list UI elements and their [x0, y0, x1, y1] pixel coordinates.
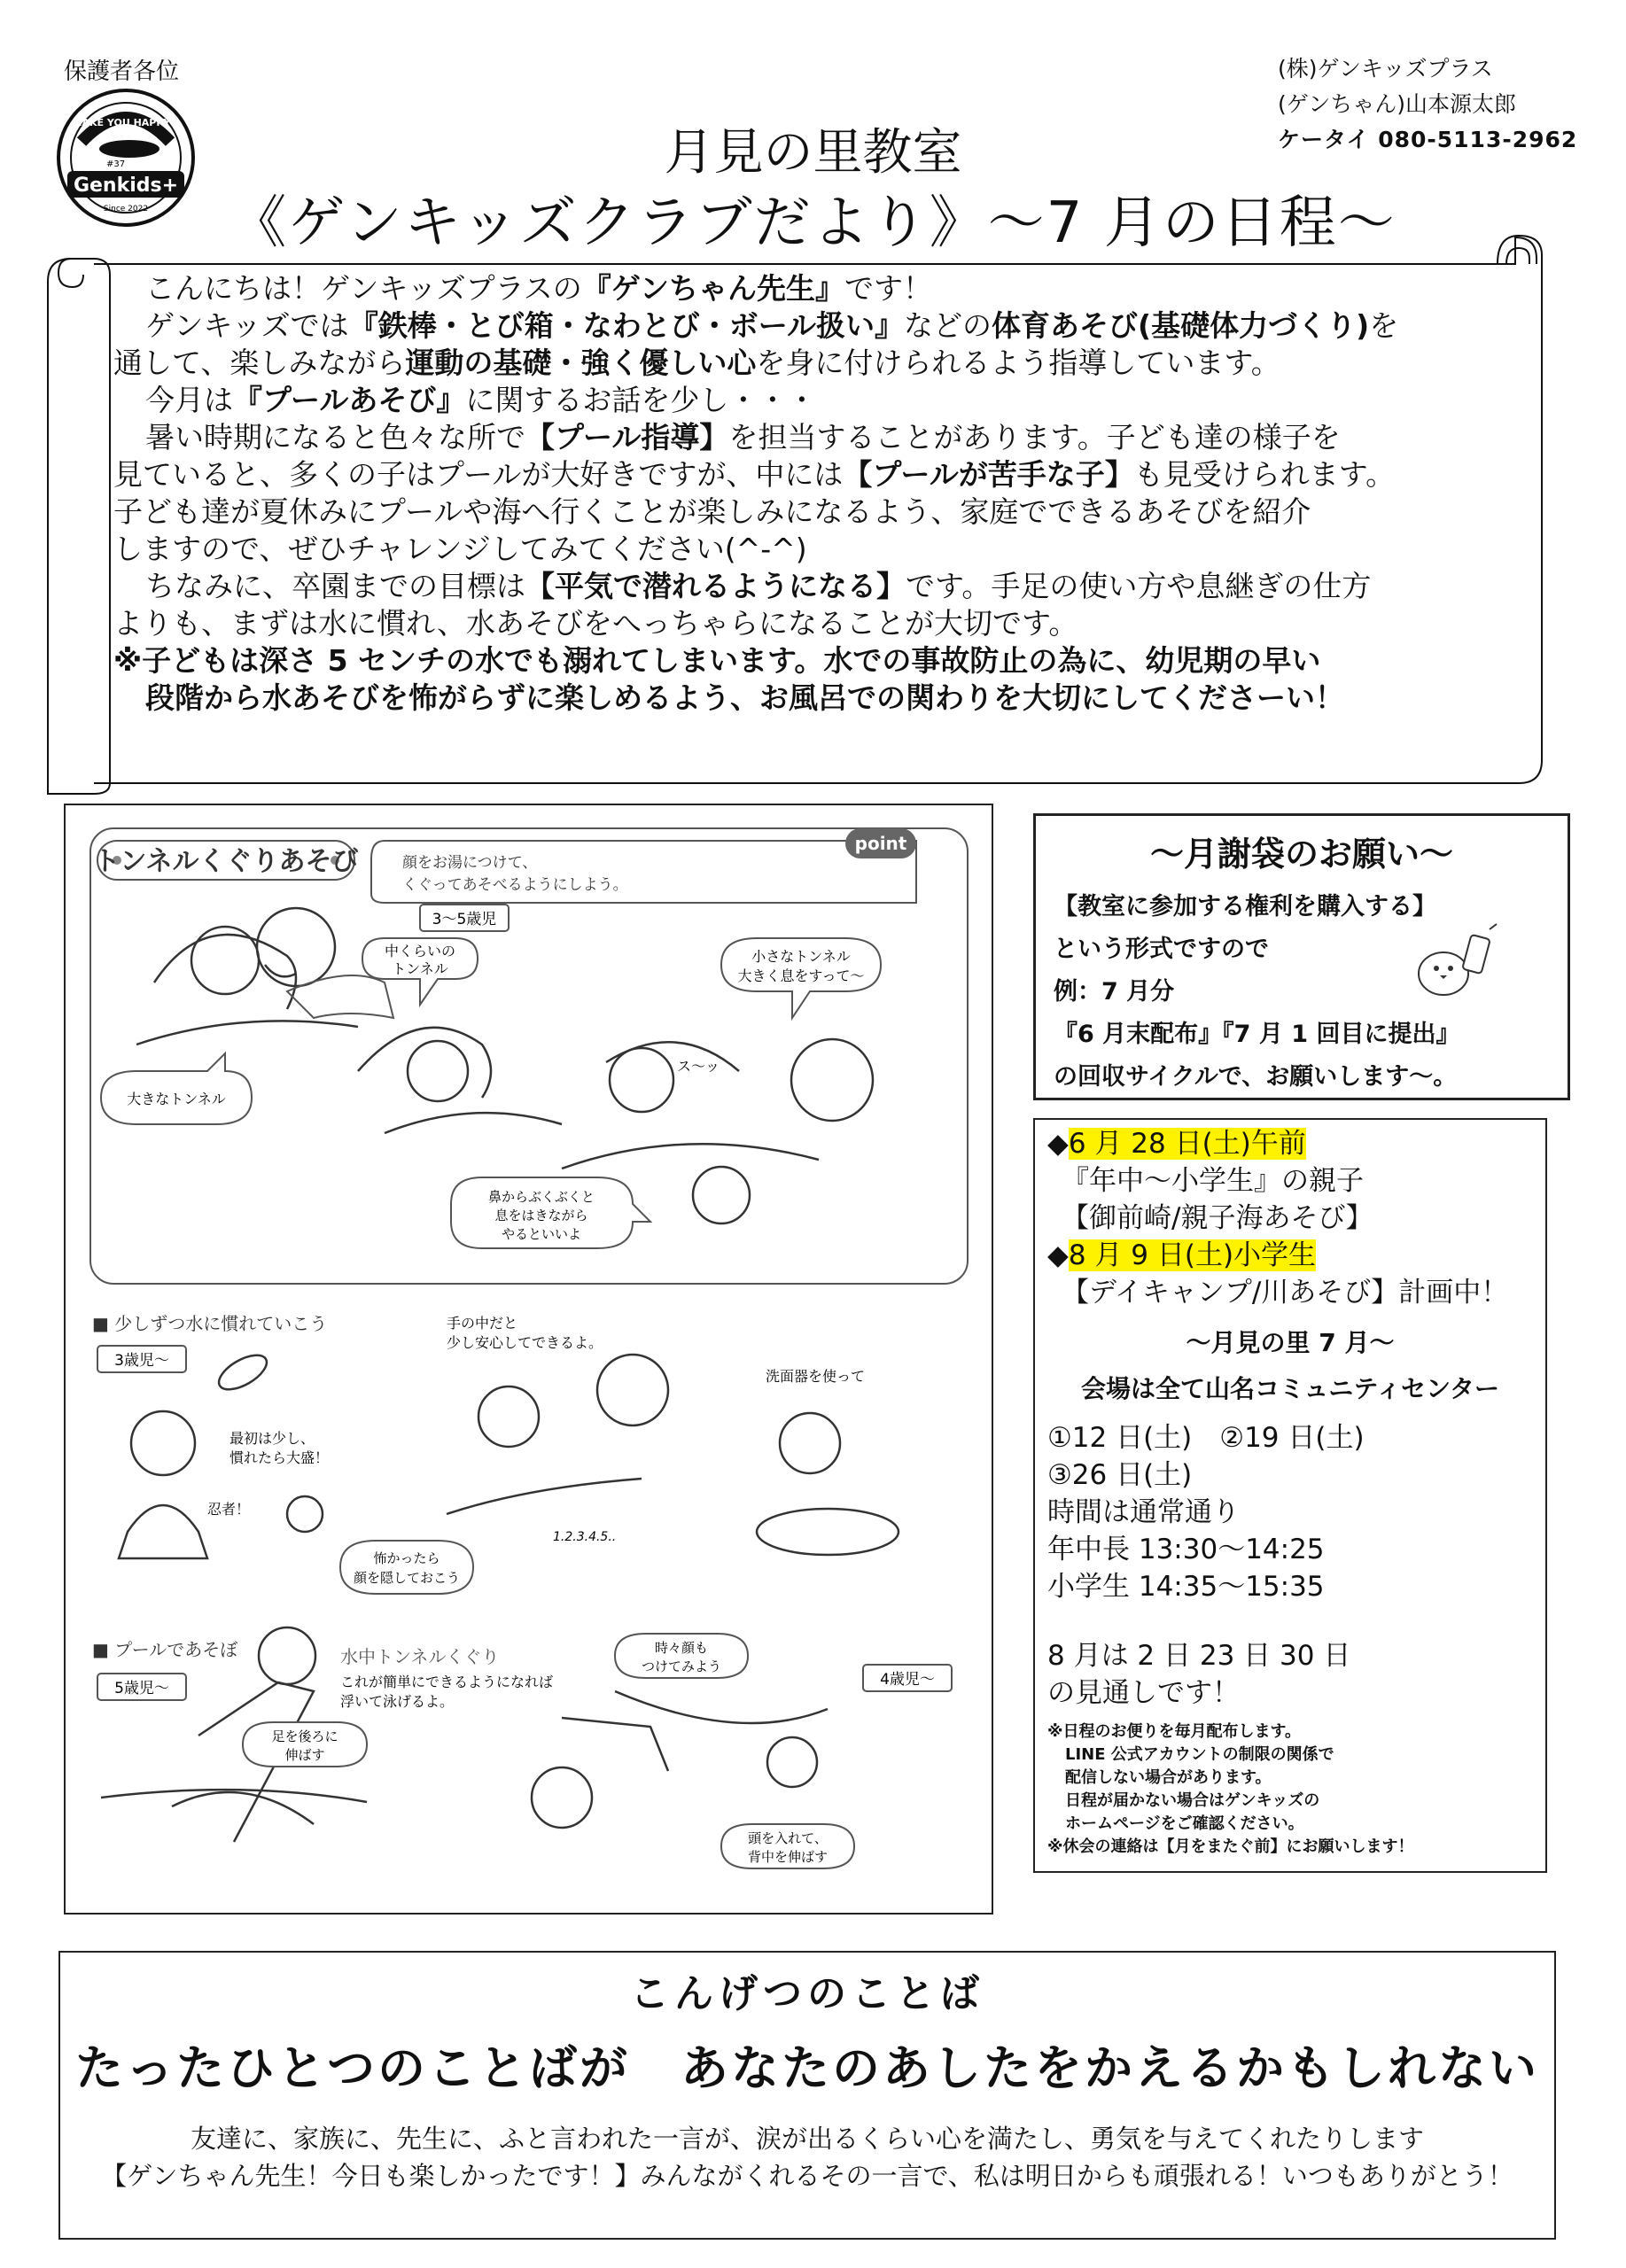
intro-line-3: 通して、楽しみながら運動の基礎・強く優しい心を身に付けられるよう指導しています。: [113, 346, 1280, 380]
event2-line-2: 【デイキャンプ/川あそび】計画中！: [1062, 1277, 1509, 1309]
pool-play-illustration: [64, 804, 993, 1915]
s2-hand-1: 手の中だと: [447, 1315, 518, 1332]
intro-line-10: よりも、まずは水に慣れ、水あそびをへっちゃらになることが大切です。: [113, 606, 1078, 641]
sfx-inhale: ス～ッ: [677, 1058, 720, 1075]
monthly-words: [58, 1951, 1556, 2240]
dates-line-2: ③26 日(土): [1047, 1459, 1193, 1491]
s2-count: 1.2.3.4.5..: [553, 1530, 617, 1544]
warning-line-2: 段階から水あそびを怖がらずに楽しめるよう、お風呂での関わりを大切にしてくださーい！: [145, 680, 1344, 715]
page-title-classroom: 月見の里教室: [664, 124, 962, 182]
s2-text-1: 最初は少し、: [230, 1430, 315, 1447]
kotoba-title: こんげつのことば: [630, 1971, 984, 2016]
venue: 会場は全て山名コミュニティセンター: [1080, 1374, 1500, 1403]
logo-top-text: MAKE YOU HAPPY!!: [72, 117, 180, 128]
s3-tunnel-desc-2: 浮いて泳げるよ。: [340, 1693, 455, 1710]
s3-legs-2: 伸ばす: [284, 1747, 325, 1763]
time-note: 時間は通常通り: [1047, 1496, 1240, 1528]
age-3-5-badge: 3～5歳児: [432, 911, 497, 928]
kotoba-body-2: 【ゲンちゃん先生！今日も楽しかったです！】みんながくれるその一言で、私は明日からも頑張れる！いつもありがとう！: [101, 2161, 1513, 2191]
point-text-2: くぐってあそべるようにしよう。: [402, 876, 628, 894]
kotoba-body-1: 友達に、家族に、先生に、ふと言われた一言が、涙が出るくらい心を満たし、勇気を与えてくれたりします: [190, 2124, 1424, 2154]
illustration-canvas: [66, 805, 992, 1913]
note-6: ※休会の連絡は【月をまたぐ前】にお願いします！: [1047, 1837, 1414, 1856]
intro-line-9: ちなみに、卒園までの目標は【平気で潜れるようになる】です。手足の使い方や息継ぎの仕方: [145, 569, 1372, 603]
event2-date: 8 月 9 日(土)小学生: [1068, 1239, 1317, 1271]
s3-head-2: 背中を伸ばす: [747, 1849, 829, 1865]
bubble-medium-2: トンネル: [392, 960, 448, 977]
time-elementary: 小学生 14:35～15:35: [1047, 1571, 1325, 1603]
bubble-big: 大きなトンネル: [127, 1091, 226, 1107]
intro-line-4: 今月は『プールあそび』に関するお話を少し・・・: [145, 383, 817, 417]
bubble-nose-2: 息をはきながら: [494, 1208, 588, 1223]
chick-phone-icon: [1408, 920, 1505, 1000]
event1-date: 6 月 28 日(土)午前: [1068, 1128, 1306, 1160]
s3-head-1: 頭を入れて、: [748, 1830, 828, 1846]
company-name: (株)ゲンキッズプラス: [1278, 56, 1493, 82]
phone-number: ケータイ 080-5113-2962: [1278, 127, 1578, 152]
fee-title: ～月謝袋のお願い～: [1149, 835, 1453, 874]
monthly-fee-notice: [1033, 813, 1570, 1100]
bubble-small-1: 小さなトンネル: [751, 948, 851, 965]
point-label: point: [854, 833, 907, 854]
note-3: 配信しない場合があります。: [1065, 1768, 1272, 1787]
section1-title: トンネルくぐりあそび: [93, 846, 359, 877]
intro-line-1: こんにちは！ゲンキッズプラスの『ゲンちゃん先生』です！: [145, 271, 933, 306]
logo-since: Since 2022: [103, 205, 149, 214]
s3-tunnel-desc-1: これが簡単にできるようになれば: [340, 1674, 554, 1690]
event1-line-2: 『年中～小学生』の親子: [1062, 1165, 1364, 1197]
kotoba-phrase: たったひとつのことばが あなたのあしたをかえるかもしれない: [75, 2040, 1539, 2096]
logo-brand: Genkids+: [73, 175, 179, 197]
point-text-1: 顔をお湯につけて、: [402, 854, 538, 872]
event1-line-3: 【御前崎/親子海あそび】: [1062, 1202, 1373, 1234]
s3-face-1: 時々顔も: [654, 1640, 709, 1656]
s2-scared-2: 顔を隠しておこう: [353, 1570, 461, 1586]
event1-date-line: ◆6 月 28 日(土)午前: [1047, 1128, 1306, 1160]
event2-date-line: ◆8 月 9 日(土)小学生: [1047, 1239, 1317, 1271]
bubble-medium-1: 中くらいの: [384, 943, 456, 959]
s3-face-2: つけてみよう: [641, 1658, 722, 1674]
note-4: 日程が届かない場合はゲンキッズの: [1065, 1791, 1320, 1810]
bubble-nose-3: やるといいよ: [501, 1226, 582, 1242]
intro-line-7: 子ども達が夏休みにプールや海へ行くことが楽しみになるよう、家庭でできるあそびを紹介: [113, 494, 1311, 529]
bubble-small-2: 大きく息をすって～: [737, 967, 865, 984]
s3-tunnel: 水中トンネルくぐり: [340, 1646, 500, 1667]
fee-line-5: の回収サイクルで、お願いします～。: [1054, 1063, 1458, 1091]
section2-title: ■ 少しずつ水に慣れていこう: [92, 1313, 328, 1334]
fee-line-2: という形式ですので: [1054, 936, 1269, 963]
warning-line-1: ※子どもは深さ 5 センチの水でも溺れてしまいます。水での事故防止の為に、幼児期の早い: [113, 643, 1321, 678]
addressee: 保護者各位: [64, 58, 180, 85]
s2-ninja: 忍者！: [207, 1501, 251, 1518]
intro-line-6: 見ていると、多くの子はプールが大好きですが、中には【プールが苦手な子】も見受けられます。: [113, 457, 1396, 492]
month-title: ～月見の里 7 月～: [1186, 1328, 1395, 1357]
logo-number: #37: [106, 159, 126, 169]
person-name: (ゲンちゃん)山本源太郎: [1278, 91, 1517, 117]
intro-line-5: 暑い時期になると色々な所で【プール指導】を担当することがあります。子ども達の様子を: [145, 420, 1341, 454]
s2-hand-2: 少し安心してできるよ。: [447, 1334, 603, 1351]
s2-basin: 洗面器を使って: [766, 1368, 866, 1385]
s2-scared-1: 怖かったら: [373, 1550, 440, 1566]
fee-line-4: 『6 月末配布』『7 月 1 回目に提出』: [1054, 1021, 1460, 1048]
time-kinder: 年中長 13:30～14:25: [1047, 1534, 1325, 1565]
bubble-nose-1: 鼻からぶくぶくと: [487, 1189, 595, 1205]
s3-legs-1: 足を後ろに: [271, 1728, 338, 1744]
intro-line-8: しますので、ぜひチャレンジしてみてください(^-^): [113, 532, 807, 566]
intro-text: [113, 270, 1513, 717]
dates-line-1: ①12 日(土) ②19 日(土): [1047, 1422, 1365, 1454]
intro-line-2: ゲンキッズでは『鉄棒・とび箱・なわとび・ボール扱い』などの体育あそび(基礎体力づくり)を: [145, 308, 1399, 343]
note-1: ※日程のお便りを毎月配布します。: [1047, 1722, 1302, 1741]
note-5: ホームページをご確認ください。: [1065, 1814, 1304, 1833]
age-3-badge: 3歳児～: [114, 1352, 169, 1370]
section3-title: ■ プールであそぼ: [92, 1639, 238, 1660]
age-4-badge: 4歳児～: [880, 1671, 935, 1689]
age-5-badge: 5歳児～: [114, 1680, 169, 1697]
august-outlook: の見通しです！: [1047, 1677, 1240, 1709]
note-2: LINE 公式アカウントの制限の関係で: [1065, 1745, 1334, 1764]
schedule-panel: [1033, 1118, 1547, 1873]
page-title-newsletter: 《ゲンキッズクラブだより》～7 月の日程～: [230, 190, 1396, 256]
fee-line-3: 例：7 月分: [1054, 978, 1175, 1006]
fee-line-1: 【教室に参加する権利を購入する】: [1054, 893, 1436, 920]
s2-text-2: 慣れたら大盛！: [230, 1449, 330, 1466]
august-dates: 8 月は 2 日 23 日 30 日: [1047, 1640, 1351, 1672]
